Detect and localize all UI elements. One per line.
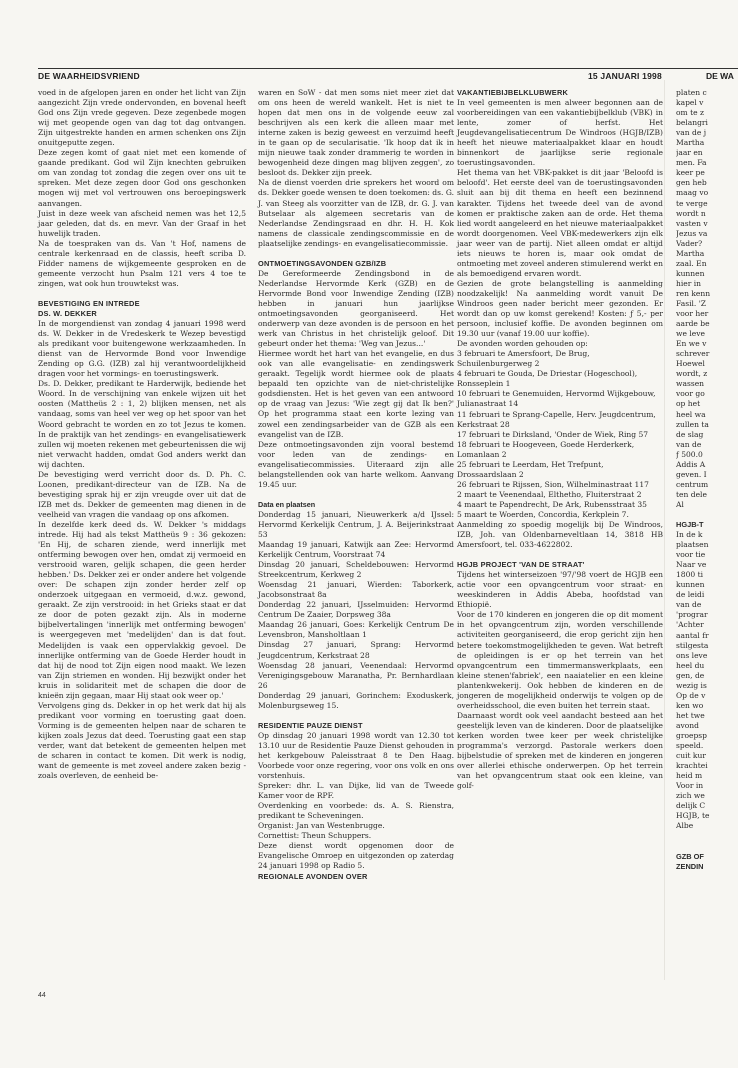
schedule-entry: 4 maart te Papendrecht, De Ark, Rubensstraat 35 <box>457 499 647 509</box>
column-4-line: de slag <box>676 429 704 439</box>
column-4-line: heel du <box>676 660 705 670</box>
paragraph: waren en SoW - dat men soms niet meer ziet dat om ons heen de wereld wankelt. Het is niet te hopen dat men ons in de volgende eeuw zal beschrijven als een kerk die alleen maar met interne zaken is bezig geweest en verzuimd heeft in te gaan op de secularisatie. 'Ik hoop dat ik in mijn nieuwe taak zonder drammerig te worden in bewogenheid deze dingen mag blijven zeggen', zo besloot ds. Dekker zijn preek. <box>258 88 454 178</box>
column-4-line: Jezus va <box>676 228 708 238</box>
schedule-entry: Maandag 19 januari, Katwijk aan Zee: Hervormd Kerkelijk Centrum, Voorstraat 74 <box>258 540 454 560</box>
column-3 <box>457 88 663 791</box>
paragraph: Overdenking en voorbede: ds. A. S. Rienstra, predikant te Scheveningen. <box>258 801 454 821</box>
column-4-line: te verge <box>676 198 708 208</box>
paragraph: Voor de 170 kinderen en jongeren die op dit moment in het opvangcentrum zijn, worden verschillende activiteiten georganiseerd, die erop gericht zijn hen betere toekomstmogelijkheden te geven. Wat betreft de opleidingen is er op het terrein van het opvangcentrum een timmermanswerkplaats, een kleine stenen'fabriek', een naaiatelier en een kleine plantenkwekerij. Ook hebben de kinderen en de jongeren de mogelijkheid onderwijs te volgen op de overheidsschool, die even buiten het terrein staat. <box>457 610 663 710</box>
paragraph: Hiermee wordt het hart van het evangelie, en dus ook van alle evangelisatie- en zendingswerk geraakt. Tegelijk wordt hiermee ook de plaats bepaald ten opzichte van de niet-christelijke godsdiensten. Het is het geven van een antwoord op de vraag van Jezus: 'Wie zegt gij dat Ik ben?' Op het programma staat een korte lezing van zowel een zendingsarbeider van de GZB als een evangelist van de IZB. <box>258 349 454 439</box>
paragraph: Na de dienst voerden drie sprekers het woord om ds. Dekker goede wensen te doen toekomen: ds. G. J. van Steeg als voorzitter van de IZB, dr. G. J. van Butselaar als algemeen secretaris van de Nederlandse Zendingsraad en dhr. H. H. Kok namens de classicale zendingscommissie en de plaatselijke zendings- en evangelisatiecommissie. <box>258 178 454 248</box>
column-4-line: ZENDIN <box>676 861 704 871</box>
column-4-line: voor tie <box>676 550 706 560</box>
column-4-line: aantal fr <box>676 630 709 640</box>
section-heading: ONTMOETINGSAVONDEN GZB/IZB <box>258 258 387 268</box>
publication-title: DE WAARHEIDSVRIEND <box>38 71 140 81</box>
column-4-line: op het <box>676 399 701 409</box>
column-4-line: platen c <box>676 88 707 97</box>
column-4-line: jaar en <box>676 148 703 158</box>
column-4-line: men. Fa <box>676 158 707 168</box>
section-heading: REGIONALE AVONDEN OVER <box>258 871 368 881</box>
column-4-line: zaal. En <box>676 258 707 268</box>
paragraph: Deze dienst wordt opgenomen door de Evangelische Omroep en uitgezonden op zaterdag 24 januari 1998 op Radio 5. <box>258 841 454 871</box>
schedule-entry: Maandag 26 januari, Goes: Kerkelijk Centrum De Levensbron, Mansholtlaan 1 <box>258 620 454 640</box>
next-page-title: DE WA <box>706 71 734 81</box>
column-4-line: schrever <box>676 349 710 359</box>
column-4-line: Addis A <box>676 459 706 469</box>
column-4-line: cuit kur <box>676 751 706 761</box>
column-4-line: voor her <box>676 309 709 319</box>
column-4-line: ons leve <box>676 650 708 660</box>
column-4-line: ken wo <box>676 700 704 710</box>
column-4-line: van de j <box>676 128 707 138</box>
schedule-entry: 11 februari te Sprang-Capelle, Herv. Jeugdcentrum, Kerkstraat 28 <box>457 409 656 429</box>
column-4-line: zullen ta <box>676 419 709 429</box>
paragraph: De Gereformeerde Zendingsbond in de Nederlandse Hervormde Kerk (GZB) en de Hervormde Bond voor Inwendige Zending (IZB) hebben in januari hun jaarlijkse ontmoetingsavonden georganiseerd. Het onderwerp van deze avonden is de persoon en het werk van Christus in het christelijk geloof. Dit gebeurt onder het thema: 'Weg van Jezus...' <box>258 268 454 349</box>
section-subheading: Data en plaatsen <box>258 499 316 509</box>
column-4-line: wassen <box>676 379 705 389</box>
schedule-entry: 17 februari te Dirksland, 'Onder de Wiek, Ring 57 <box>457 429 649 439</box>
paragraph: Aanmelding zo spoedig mogelijk bij De Windroos, IZB, Joh. van Oldenbarneveltlaan 14, 3818 HB Amersfoort, tel. 033-4622802. <box>457 520 663 550</box>
column-4-line: wordt, z <box>676 369 708 379</box>
column-4-line: heel wa <box>676 409 706 419</box>
column-4-line: krachtei <box>676 761 708 771</box>
column-4-line: we leve <box>676 329 705 339</box>
column-4-line: ƒ 500.0 <box>676 449 703 459</box>
page-number: 44 <box>38 992 46 999</box>
column-2 <box>258 88 454 882</box>
paragraph: Na de toespraken van ds. Van 't Hof, namens de centrale kerkenraad en de classis, heeft scriba D. Fidder namens de wijkgemeente gesproken en de gemeente verzocht hun Psalm 121 vers 4 toe te zingen, wat ook hun trouwtekst was. <box>38 238 246 288</box>
column-4-line: ten dele <box>676 489 707 499</box>
section-heading: VAKANTIEBIJBELKLUBWERK <box>457 88 569 97</box>
column-4-line: Voor in <box>676 781 704 791</box>
column-4-line: wordt n <box>676 208 706 218</box>
schedule-entry: 25 februari te Leerdam, Het Trefpunt, Drossaardslaan 2 <box>457 459 604 479</box>
section-heading: RESIDENTIE PAUZE DIENST <box>258 720 363 730</box>
column-4-line: heid m <box>676 771 703 781</box>
column-4-line: gen heb <box>676 178 707 188</box>
column-4-line: voor go <box>676 389 705 399</box>
paragraph: De avonden worden gehouden op: <box>457 339 588 349</box>
column-4-line: kunnen <box>676 580 705 590</box>
column-4-line: 'prograr <box>676 610 708 620</box>
column-4-line: belangri <box>676 118 708 128</box>
column-4-line: zich we <box>676 791 705 801</box>
schedule-entry: Donderdag 15 januari, Nieuwerkerk a/d IJssel: Hervormd Kerkelijk Centrum, J. A. Beijerinkstraat 53 <box>258 509 454 539</box>
column-1 <box>38 88 246 781</box>
column-4-line: In de k <box>676 530 703 540</box>
column-4-line: Martha <box>676 248 705 258</box>
column-4-line: kunnen <box>676 268 705 278</box>
paragraph: In veel gemeenten is men alweer begonnen aan de voorbereidingen van een vakantiebijbelklub (VBK) in lente, zomer of herfst. Het Jeugdevangelisatiecentrum De Windroos (HGJB/IZB) heeft het nieuwe materiaalpakket klaar en houdt binnenkort de jaarlijkse serie regionale toerustingsavonden. <box>457 98 663 168</box>
column-4-line: Fasil. 'Z <box>676 298 707 308</box>
column-4-line: En we v <box>676 339 707 349</box>
schedule-entry: 10 februari te Genemuiden, Hervormd Wijkgebouw, Julianastraat 14 <box>457 389 656 409</box>
section-heading: HGJB PROJECT 'VAN DE STRAAT' <box>457 560 585 570</box>
column-4-line <box>676 510 738 520</box>
column-4-line: hier in <box>676 278 702 288</box>
column-4-line: het twe <box>676 710 705 720</box>
column-4-line <box>676 831 738 841</box>
section-subheading: DS. W. DEKKER <box>38 308 97 318</box>
column-4-line <box>676 842 738 852</box>
column-4-line: centrum <box>676 479 709 489</box>
column-4-line: Hoewel <box>676 359 705 369</box>
schedule-entry: 3 februari te Amersfoort, De Brug, Schuilenburgerweg 2 <box>457 349 590 369</box>
column-4-partial <box>676 88 738 872</box>
column-4-line: om te z <box>676 108 704 118</box>
column-4-line: gen, de <box>676 670 705 680</box>
paragraph: Organist: Jan van Westenbrugge. <box>258 821 385 831</box>
column-4-line: avond <box>676 720 699 730</box>
paragraph: Vervolgens ging ds. Dekker in op het werk dat hij als predikant voor vorming en toerusting gaat doen. Vorming is de gemeenten helpen naar de scharen te kijken zoals Jezus dat deed. Toerusting gaat een stap verder, want dat betekent de gemeenten helpen met de scharen in contact te komen. Dit werk is nodig, want de gemeente is met zoveel andere zaken bezig - zoals overleven, de eenheid be- <box>38 700 246 781</box>
column-4-line: ren kenn <box>676 288 711 298</box>
column-4-line: Vader? <box>676 238 703 248</box>
column-4-line: wezig is <box>676 680 707 690</box>
schedule-entry: 18 februari te Hoogeveen, Goede Herderkerk, Lomanlaan 2 <box>457 439 635 459</box>
paragraph: Cornettist: Theun Schuppers. <box>258 831 372 841</box>
schedule-entry: 2 maart te Veenendaal, Elthetho, Fluiterstraat 2 <box>457 489 642 499</box>
column-4-line: kapel v <box>676 98 704 108</box>
column-4-line: stilgesta <box>676 640 709 650</box>
column-4-line: vasten v <box>676 218 708 228</box>
column-4-line: Op de v <box>676 690 706 700</box>
section-heading: BEVESTIGING EN INTREDE <box>38 298 140 308</box>
paragraph: Het thema van het VBK-pakket is dit jaar 'Beloofd is beloofd'. Het eerste deel van de toerustingsavonden sluit aan bij dit thema en heeft een bezinnend karakter. Tijdens het tweede deel van de avond komen er praktische zaken aan de orde. Het thema lied wordt aangeleerd en het nieuwe materiaalpakket wordt doorgenomen. Veel VBK-medewerkers zijn elk jaar weer van de partij. Niet alleen omdat er altijd iets nieuws te horen is, maar ook omdat de ontmoeting met zoveel anderen stimulerend werkt en als bemoedigend ervaren wordt. <box>457 168 663 278</box>
column-4-line: speeld. <box>676 741 704 751</box>
column-4-line: maag vo <box>676 188 709 198</box>
schedule-entry: Dinsdag 20 januari, Scheldebouwen: Hervormd Streekcentrum, Kerkweg 2 <box>258 560 454 580</box>
paragraph: Deze zegen komt of gaat niet met een komende of gaande predikant. God wil Zijn knechten gebruiken om van zondag tot zondag die zegen over ons uit te spreken. Met deze zegen door God ons geschonken mogen wij met vol vertrouwen ons beroepingswerk aanvangen. <box>38 148 246 208</box>
column-4-line: Al <box>676 499 684 509</box>
column-4-line: Martha <box>676 138 705 148</box>
column-4-line: de leidi <box>676 590 705 600</box>
paragraph: Juist in deze week van afscheid nemen was het 12,5 jaar geleden, dat ds. en mevr. Van der Graaf in het huwelijk traden. <box>38 208 246 238</box>
paragraph: De bevestiging werd verricht door ds. D. Ph. C. Loonen, predikant-directeur van de IZB. Na de bevestiging sprak hij er zijn vreugde over uit dat de IZB met ds. Dekker de gemeenten mag dienen in de veelheid van vragen die vandaag op ons afkomen. <box>38 469 246 519</box>
issue-date: 15 JANUARI 1998 <box>588 71 662 81</box>
paragraph: Spreker: dhr. L. van Dijke, lid van de Tweede Kamer voor de RPF. <box>258 781 454 801</box>
paragraph: Deze ontmoetingsavonden zijn vooral bestemd voor leden van de zendings- en evangelisatiecommissies. Uiteraard zijn alle belangstellenden ook van harte welkom. Aanvang 19.45 uur. <box>258 439 454 489</box>
column-4-line: 1800 ti <box>676 570 704 580</box>
column-4-line: geven. I <box>676 469 707 479</box>
column-4-line: Albe <box>676 821 694 831</box>
paragraph: Op dinsdag 20 januari 1998 wordt van 12.30 tot 13.10 uur de Residentie Pauze Dienst gehouden in het kerkgebouw Paleisstraat 8 te Den Haag. Voorbede voor onze regering, voor ons volk en ons vorstenhuis. <box>258 730 454 781</box>
column-4-line: HGJB, te <box>676 811 710 821</box>
schedule-entry: Woensdag 28 januari, Veenendaal: Hervormd Verenigingsgebouw Maranatha, Pr. Bernhardlaan 26 <box>258 660 454 690</box>
schedule-entry: 4 februari te Gouda, De Driestar (Hogeschool), Ronsseplein 1 <box>457 369 638 389</box>
column-4-line: HGJB-T <box>676 520 704 530</box>
paragraph: Ds. D. Dekker, predikant te Harderwijk, bediende het Woord. In de verschijning van enkele wijzen uit het oosten (Mattheüs 2 : 1, 2) blijken mensen, net als vandaag, soms van heel ver weg op het spoor van het Woord gebracht te worden en zo tot Jezus te komen. In de praktijk van het zendings- en evangelisatiewerk zullen wij moeten rekenen met gebeurtenissen die wij niet verwacht hadden, omdat God anders werkt dan wij dachten. <box>38 379 246 469</box>
column-4-line: aarde be <box>676 319 710 329</box>
column-4-line: Naar ve <box>676 560 707 570</box>
schedule-entry: Donderdag 29 januari, Gorinchem: Exoduskerk, Molenburgseweg 15. <box>258 690 454 710</box>
paragraph: In de morgendienst van zondag 4 januari 1998 werd ds. W. Dekker in de Vredeskerk te Wezep bevestigd als predikant voor buitengewone werkzaamheden. In dienst van de Hervormde Bond voor Inwendige Zending op G.G. (IZB) zal hij verantwoordelijkheid dragen voor het vormings- en toerustingswerk. <box>38 319 246 379</box>
page-gutter <box>664 80 665 980</box>
paragraph: Tijdens het winterseizoen '97/'98 voert de HGJB een actie voor een opvangcentrum voor straat- en weeskinderen in Addis Abeba, hoofdstad van Ethiopië. <box>457 570 663 610</box>
schedule-entry: 5 maart te Woerden, Concordia, Kerkplein 7. <box>457 509 629 519</box>
paragraph: Daarnaast wordt ook veel aandacht besteed aan het geestelijk leven van de kinderen. Door de plaatselijke kerken worden twee keer per week christelijke programma's verzorgd. Pastorale werkers doen bijbelstudie of spreken met de kinderen en jongeren over allerlei ethische onderwerpen. Op het terrein van het opvangcentrum staat ook een kleine, van golf- <box>457 710 663 791</box>
schedule-entry: Donderdag 22 januari, IJsselmuiden: Hervormd Centrum De Zaaier, Dorpsweg 38a <box>258 600 454 620</box>
column-4-line: keer pe <box>676 168 705 178</box>
column-4-line: GZB OF <box>676 851 704 861</box>
schedule-entry: 26 februari te Rijssen, Sion, Wilhelminastraat 117 <box>457 479 649 489</box>
column-4-line: van de <box>676 439 702 449</box>
paragraph: voed in de afgelopen jaren en onder het licht van Zijn aangezicht Zijn vrede ondervonden, en bovenal heeft God ons Zijn vrede gegeven. Deze zegenbede mogen wij met geopende ogen van dag tot dag ontvangen. Zijn uitgestrekte handen en armen schenken ons Zijn onuitgeputte zegen. <box>38 88 246 148</box>
schedule-entry: Dinsdag 27 januari, Sprang: Hervormd Jeugdcentrum, Kerkstraat 28 <box>258 640 454 660</box>
column-4-line: groepsp <box>676 731 707 740</box>
column-4-line: van de <box>676 600 702 610</box>
paragraph: In dezelfde kerk deed ds. W. Dekker 's middags intrede. Hij had als tekst Mattheüs 9 : 36 gekozen: 'En Hij, de scharen ziende, werd innerlijk met ontferming bewogen over hen, omdat zij vermoeid en verstrooid waren, gelijk schapen, die geen herder hebben.' Ds. Dekker zei er onder andere het volgende over: De schapen zijn zonder herder zelf op onderzoek uitgegaan en vermoeid, d.w.z. gewond, geraakt. Ze zijn verstrooid: in het Grieks staat er dat ze door de poten gezakt zijn. Als in moderne bijbelvertalingen 'innerlijk met ontferming bewogen' is weergegeven met 'medelijden' dan is dat fout. Medelijden is vaak een oppervlakkig gevoel. De innerlijke ontferming van de Goede Herder houdt in dat hij de nood tot Zijn eigen nood maakt. We lezen van Zijn striemen en wonden. Hij bezwijkt onder het kruis in solidariteit met de schapen die door de knieën zijn gegaan, maar Hij staat ook weer op.' <box>38 519 246 700</box>
schedule-entry: Woensdag 21 januari, Wierden: Taborkerk, Jacobsonstraat 8a <box>258 580 454 600</box>
paragraph: Gezien de grote belangstelling is aanmelding noodzakelijk! Na aanmelding wordt vanuit De Windroos geen nader bericht meer gezonden. Er wordt dan op uw komst gerekend! Kosten: ƒ 5,- per persoon, inclusief koffie. De avonden beginnen om 19.30 uur (vanaf 19.00 uur koffie). <box>457 278 663 339</box>
column-4-line: delijk C <box>676 801 706 811</box>
column-4-line: 'Achter <box>676 620 704 630</box>
column-4-line: plaatsen <box>676 540 709 550</box>
